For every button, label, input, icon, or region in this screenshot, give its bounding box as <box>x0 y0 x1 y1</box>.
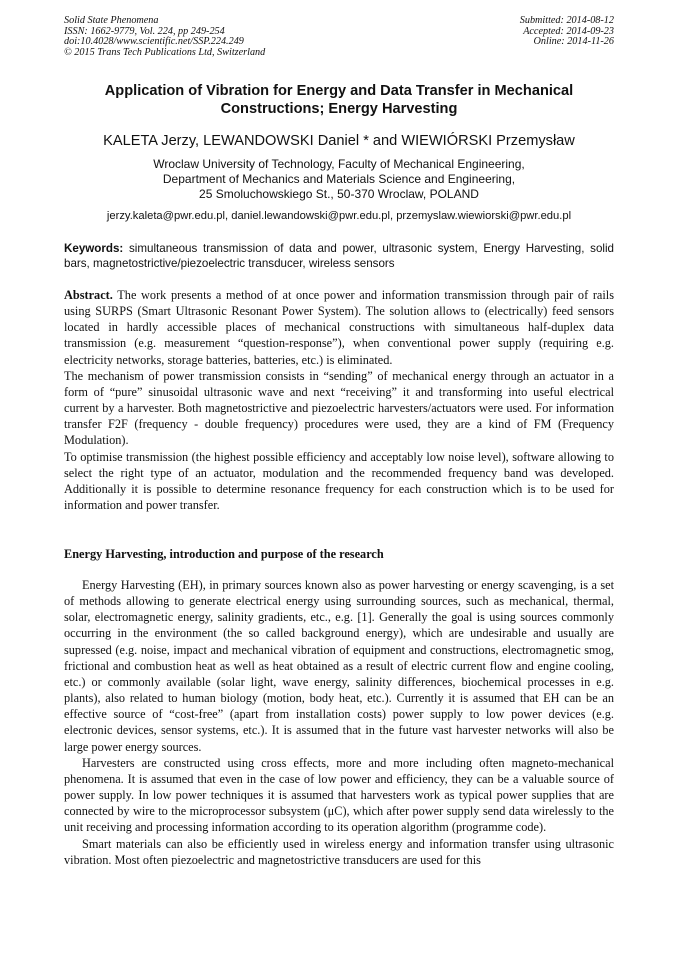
affiliation-line-1: Wroclaw University of Technology, Faculty of Mechanical Engineering, <box>153 157 525 171</box>
affiliation-line-3: 25 Smoluchowskiego St., 50-370 Wroclaw, POLAND <box>199 187 479 201</box>
abstract-paragraph-2: The mechanism of power transmission consists in “sending” of mechanical energy through an actuator in a form of “pure” sinusoidal ultrasonic wave and next “receiving” it and transforming into useful electrical current by a harvester. Both magnetostrictive and piezoelectric harvesters/actuators were used. For information transfer F2F (frequency - double frequency) procedures were used, they are a kind of FM (Frequency Modulation). <box>64 368 614 448</box>
keywords-label: Keywords: <box>64 242 124 255</box>
abstract-label: Abstract. <box>64 288 113 302</box>
title-line-1: Application of Vibration for Energy and Data Transfer in Mechanical <box>104 83 574 99</box>
journal-copyright: © 2015 Trans Tech Publications Ltd, Switzerland <box>64 46 266 58</box>
title-line-2: Constructions; Energy Harvesting <box>220 101 458 117</box>
journal-issn: ISSN: 1662-9779, Vol. 224, pp 249-254 <box>64 25 225 37</box>
abstract <box>64 287 614 513</box>
keywords-text: simultaneous transmission of data and power, ultrasonic system, Energy Harvesting, solid bars, magnetostrictive/piezoelectric transducer, wireless sensors <box>64 242 614 270</box>
journal-doi: doi:10.4028/www.scientific.net/SSP.224.249 <box>64 36 244 48</box>
keywords <box>64 241 614 271</box>
paper-title <box>64 82 614 118</box>
affiliation <box>64 157 614 202</box>
author-emails: jerzy.kaleta@pwr.edu.pl, daniel.lewandowski@pwr.edu.pl, przemyslaw.wiewiorski@pwr.edu.pl <box>106 210 572 222</box>
intro-paragraph-3: Smart materials can also be efficiently used in wireless energy and information transfer using ultrasonic vibration. Most often piezoelectric and magnetostrictive transducers are used for this <box>64 836 614 867</box>
introduction-body <box>64 577 614 868</box>
author-list: KALETA Jerzy, LEWANDOWSKI Daniel * and WIEWIÓRSKI Przemysław <box>103 133 575 149</box>
abstract-paragraph-1 <box>64 287 614 368</box>
abstract-paragraph-3: To optimise transmission (the highest possible efficiency and acceptably low noise level), software allowing to select the right type of an actuator, modulation and the recommended frequency band was developed. Additionally it is possible to determine resonance frequency for each construction which is to be used for information and power transfer. <box>64 449 614 513</box>
journal-name: Solid State Phenomena <box>64 15 159 26</box>
accepted-date: Accepted: 2014-09-23 <box>523 25 614 37</box>
intro-paragraph-2: Harvesters are constructed using cross effects, more and more including often magneto-mechanical phenomena. It is assumed that even in the case of low power and efficiency, they can be a valuable source of power supply. In low power techniques it is assumed that harvesters work as typical power supplies that are connected by wire to the microprocessor subsystem (μC), which after power supply send data wirelessly to the unit receiving and processing information according to its operation algorithm (programme code). <box>64 755 614 835</box>
affiliation-line-2: Department of Mechanics and Materials Science and Engineering, <box>162 172 516 186</box>
abstract-p1-text: The work presents a method of at once power and information transmission through pair of rails using SURPS (Smart Ultrasonic Resonant Power System). The solution allows to (electrically) feed sensors located in hardly accessible places of mechanical constructions with simultaneous half-duplex data transmission (e.g. measurement “question-response”), when conventional power supply (requiring e.g. electricity networks, storage batteries, batteries, etc.) is eliminated. <box>64 288 614 367</box>
journal-header <box>64 16 265 58</box>
submitted-date: Submitted: 2014-08-12 <box>519 15 614 26</box>
dates-header <box>520 16 614 48</box>
intro-paragraph-1: Energy Harvesting (EH), in primary sources known also as power harvesting or energy scavenging, is a set of methods allowing to generate electrical energy using surrounding sources, such as mechanical, thermal, solar, electromagnetic energy, salinity gradients, etc., e.g. [1]. Generally the goal is using sources commonly occurring in the environment (the so called background energy), which are undesirable and usually are supressed (e.g. noise, impact and mechanical vibration of equipment and constructions, electromagnetic smog, frictional and combustion heat as well as heat obtained as a result of electric current flow and engine cooling, etc.) or commonly available (solar light, wave energy, salinity differences, biochemical processes in e.g. plants), also related to human biology (motion, body heat, etc.). Currently it is assumed that EH can be an effective source of “cost-free” (apart from installation costs) power supply to low power devices (e.g. electronic devices, sensor systems, etc.). It is assumed that in the future vast harvester networks will also be large power energy sources. <box>64 578 614 754</box>
online-date: Online: 2014-11-26 <box>533 36 614 48</box>
section-heading: Energy Harvesting, introduction and purpose of the research <box>64 547 384 561</box>
